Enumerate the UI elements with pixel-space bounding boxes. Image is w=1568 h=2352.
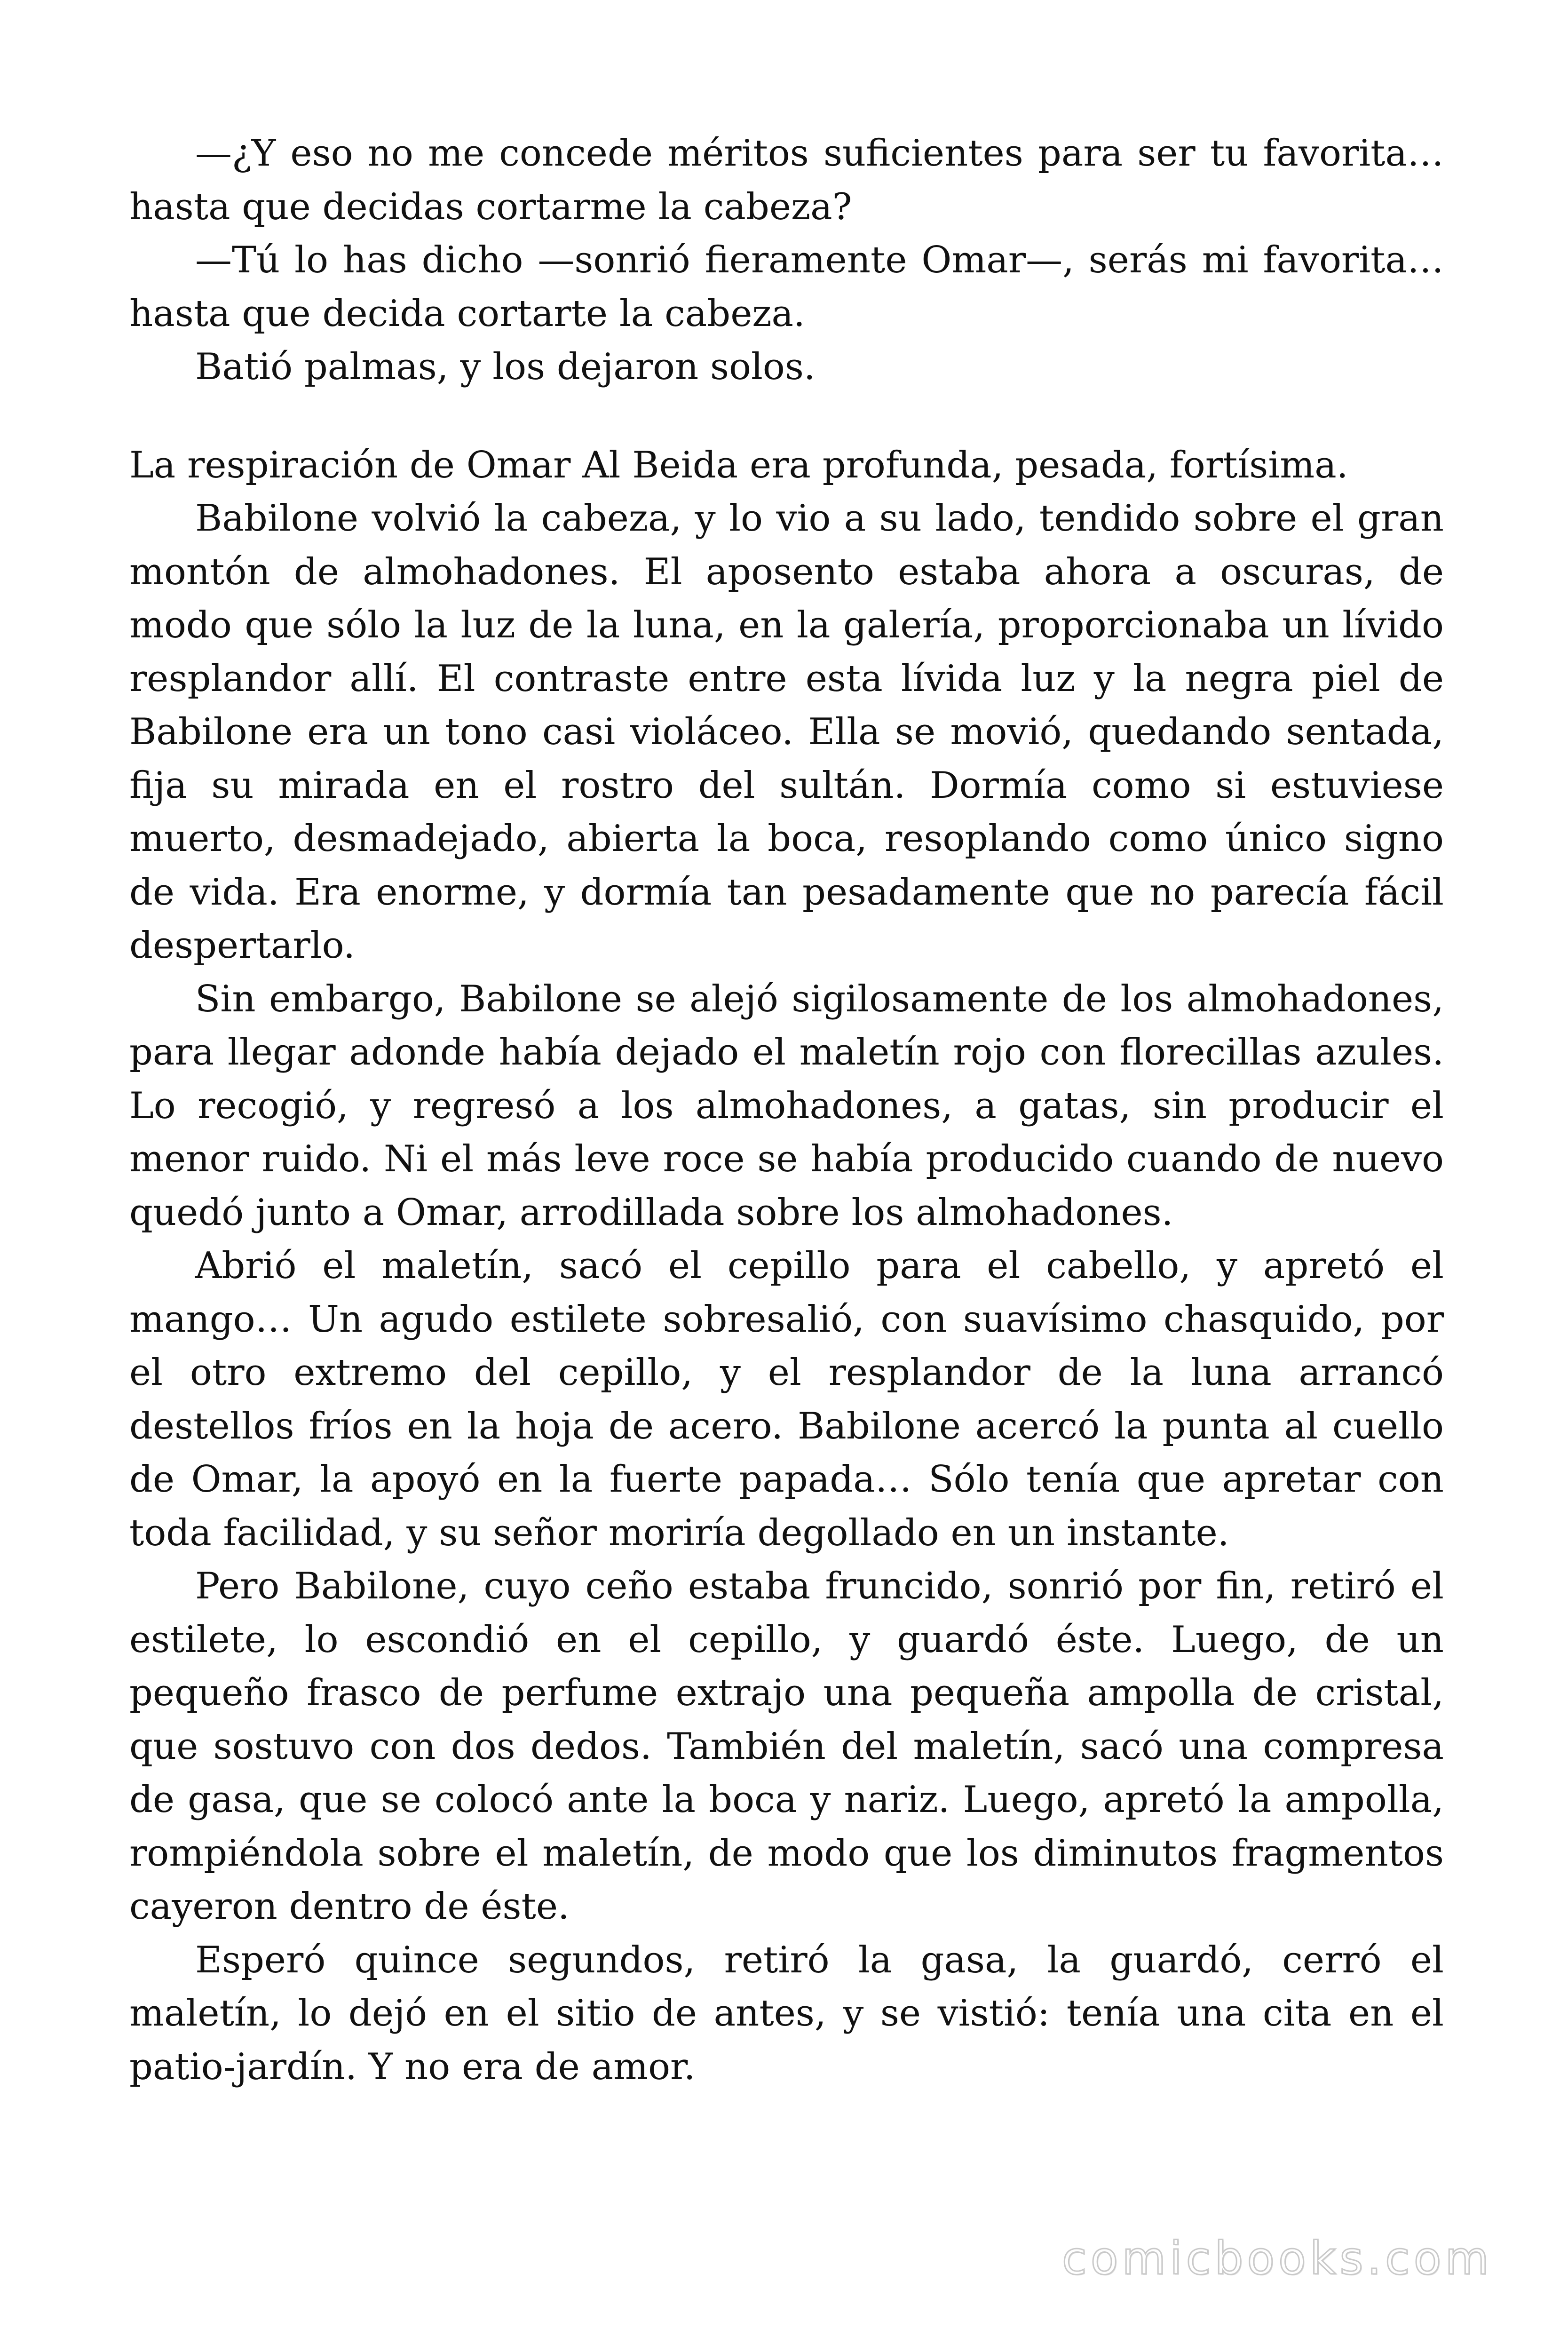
paragraph: Babilone volvió la cabeza, y lo vio a su lado, tendido sobre el gran montón de almohadones. El aposento estaba ahora a oscuras, de modo que sólo la luz de la luna, en la galería, proporcionaba un lívido resplandor allí. El contraste entre esta lívida luz y la negra piel de Babilone era un tono casi violáceo. Ella se movió, quedando sentada, fija su mirada en el rostro del sultán. Dormía como si estuviese muerto, desmadejado, abierta la boca, resoplando como único signo de vida. Era enorme, y dormía tan pesadamente que no parecía fácil despertarlo. xyxy=(129,497,1444,967)
paragraph: Esperó quince segundos, retiró la gasa, la guardó, cerró el maletín, lo dejó en el sitio de antes, y se vistió: tenía una cita en el patio-jardín. Y no era de amor. xyxy=(129,1939,1444,2088)
paragraph: Sin embargo, Babilone se alejó sigilosamente de los almohadones, para llegar adonde había dejado el maletín rojo con florecillas azules. Lo recogió, y regresó a los almohadones, a gatas, sin producir el menor ruido. Ni el más leve roce se había producido cuando de nuevo quedó junto a Omar, arrodillada sobre los almohadones. xyxy=(129,977,1444,1234)
section-opening-paragraph: La respiración de Omar Al Beida era profunda, pesada, fortísima. xyxy=(129,444,1348,486)
paragraph: Batió palmas, y los dejaron solos. xyxy=(195,346,816,388)
paragraph: Pero Babilone, cuyo ceño estaba fruncido, sonrió por fin, retiró el estilete, lo escondió en el cepillo, y guardó éste. Luego, de un pequeño frasco de perfume extrajo una pequeña ampolla de cristal, que sostuvo con dos dedos. También del maletín, sacó una compresa de gasa, que se colocó ante la boca y nariz. Luego, apretó la ampolla, rompiéndola sobre el maletín, de modo que los diminutos fragmentos cayeron dentro de éste. xyxy=(129,1565,1444,1928)
book-page xyxy=(129,127,1444,2094)
watermark: comicbooks.com xyxy=(1061,2232,1493,2285)
paragraph: Abrió el maletín, sacó el cepillo para el cabello, y apretó el mango… Un agudo estilete sobresalió, con suavísimo chasquido, por el otro extremo del cepillo, y el resplandor de la luna arrancó destellos fríos en la hoja de acero. Babilone acercó la punta al cuello de Omar, la apoyó en la fuerte papada… Sólo tenía que apretar con toda facilidad, y su señor moriría degollado en un instante. xyxy=(129,1245,1444,1554)
section-break xyxy=(129,394,1444,439)
paragraph: —Tú lo has dicho —sonrió fieramente Omar—, serás mi favorita… hasta que decida cortarte la cabeza. xyxy=(129,239,1444,335)
paragraph: —¿Y eso no me concede méritos suficientes para ser tu favorita… hasta que decidas cortarme la cabeza? xyxy=(129,132,1444,228)
